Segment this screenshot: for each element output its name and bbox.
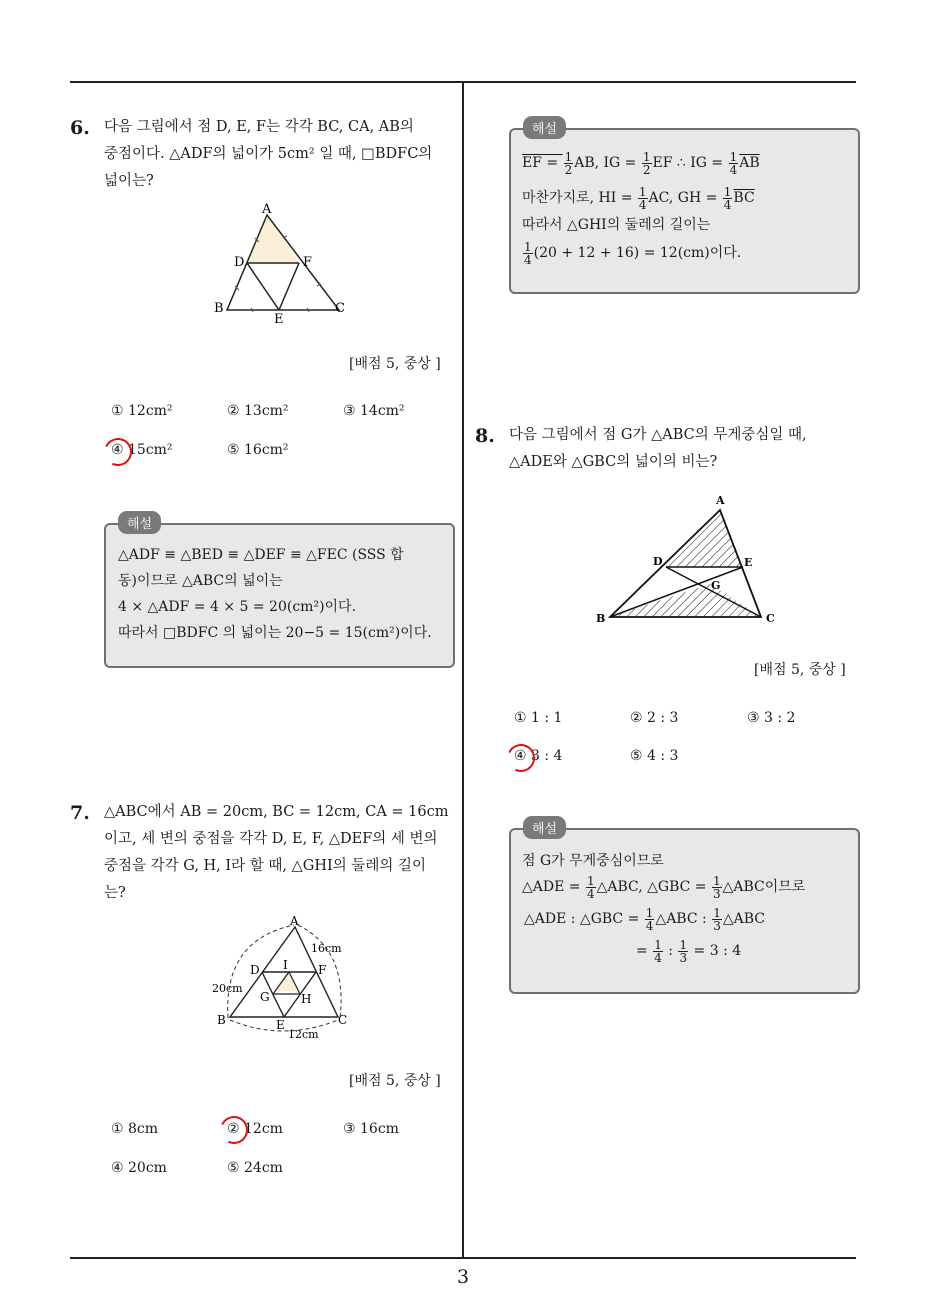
- q6-option-3[interactable]: ③ 14cm²: [343, 403, 405, 419]
- q7-ex1-frac3: $\frac{1}{4}$: [729, 149, 738, 177]
- question-6-line-3: 넓이는?: [104, 173, 154, 189]
- question-8-text: [509, 422, 861, 476]
- q7-ex1-d: $\overline{AB}$: [739, 155, 760, 171]
- q8-ex3-a: △ADE : △GBC =: [524, 911, 644, 927]
- q7-label-d: D: [250, 963, 260, 977]
- q7-ex2-frac1: $\frac{1}{4}$: [638, 184, 647, 212]
- q7-label-i: I: [283, 958, 288, 972]
- question-8-line-2: △ADE와 △GBC의 넓이의 비는?: [509, 454, 718, 470]
- q7-explanation-line-1: [522, 150, 760, 176]
- q8-option-3[interactable]: ③ 3 : 2: [747, 710, 796, 726]
- q8-option-5[interactable]: ⑤ 4 : 3: [630, 748, 679, 764]
- q8-label-a: A: [716, 494, 725, 507]
- q7-explanation-line-3: 따라서 △GHI의 둘레의 길이는: [522, 217, 711, 233]
- q8-ex4-c: = 3 : 4: [689, 943, 742, 959]
- q7-option-4[interactable]: ④ 20cm: [111, 1160, 167, 1176]
- q8-answer-mark: [503, 740, 539, 776]
- q8-explanation-line-3: [524, 906, 765, 932]
- q7-ex1-frac2: $\frac{1}{2}$: [642, 149, 651, 177]
- q7-option-3[interactable]: ③ 16cm: [343, 1121, 399, 1137]
- q6-option-2[interactable]: ② 13cm²: [227, 403, 289, 419]
- q6-label-b: B: [214, 301, 224, 316]
- q8-ex3-b: △ABC :: [655, 911, 712, 927]
- question-6-figure: [205, 200, 355, 325]
- page-number: 3: [456, 1266, 470, 1288]
- q7-ex2-a: 마찬가지로, HI =: [522, 190, 637, 206]
- q8-ex4-a: =: [636, 943, 653, 959]
- q7-label-ca: 16cm: [311, 942, 342, 955]
- q8-ex4-frac1: $\frac{1}{4}$: [654, 937, 662, 965]
- q6-explanation-tag: 해설: [118, 511, 161, 534]
- q7-ex1-a: EF =: [522, 155, 563, 171]
- q8-ex4-frac2: $\frac{1}{3}$: [679, 937, 688, 965]
- question-7-line-4: 는?: [104, 885, 126, 901]
- q6-explanation-line-4: 따라서 □BDFC 의 넓이는 20−5 = 15(cm²)이다.: [118, 625, 432, 641]
- q8-ex2-a: △ADE =: [522, 879, 585, 895]
- q8-explanation-tag: 해설: [523, 816, 566, 839]
- q7-ex1-b: AB, IG =: [574, 155, 641, 171]
- q6-label-c: C: [335, 301, 345, 316]
- q8-option-1[interactable]: ① 1 : 1: [514, 710, 563, 726]
- q7-label-h: H: [301, 992, 312, 1006]
- question-6-number: 6.: [70, 117, 90, 139]
- question-7-text: [104, 799, 456, 907]
- question-7-line-3: 중점을 각각 G, H, I라 할 때, △GHI의 둘레의 길이: [104, 858, 426, 874]
- q6-option-4[interactable]: ④ 15cm²: [111, 442, 173, 458]
- question-6-text: [104, 114, 456, 195]
- q8-label-c: C: [766, 612, 775, 625]
- q7-option-1[interactable]: ① 8cm: [111, 1121, 159, 1137]
- q7-ex2-frac2: $\frac{1}{4}$: [723, 184, 732, 212]
- q8-option-4[interactable]: ④ 3 : 4: [514, 748, 563, 764]
- q7-label-c: C: [338, 1013, 348, 1027]
- q7-ex2-b: AC, GH =: [648, 190, 722, 206]
- question-7-line-1: △ABC에서 AB = 20cm, BC = 12cm, CA = 16cm: [104, 804, 449, 820]
- column-divider: [462, 82, 464, 1259]
- q8-ex4-b: :: [663, 943, 678, 959]
- q6-label-e: E: [274, 312, 284, 325]
- question-7-figure: [208, 910, 358, 1045]
- q8-ex2-frac2: $\frac{1}{3}$: [712, 873, 721, 901]
- q8-ex3-frac1: $\frac{1}{4}$: [645, 905, 654, 933]
- q7-label-g: G: [260, 990, 270, 1004]
- q6-option-5[interactable]: ⑤ 16cm²: [227, 442, 289, 458]
- question-8-figure: [590, 492, 780, 627]
- q7-ex1-c: EF ∴ IG =: [652, 155, 728, 171]
- q7-ex4-frac: $\frac{1}{4}$: [524, 239, 532, 267]
- q7-answer-mark: [216, 1112, 252, 1148]
- question-7-line-2: 이고, 세 변의 중점을 각각 D, E, F, △DEF의 세 변의: [104, 831, 438, 847]
- question-7-score: [배점 5, 중상 ]: [349, 1073, 441, 1089]
- q6-explanation-line-3: 4 × △ADF = 4 × 5 = 20(cm²)이다.: [118, 599, 357, 615]
- question-8-score: [배점 5, 중상 ]: [754, 662, 846, 678]
- q7-label-f: F: [318, 963, 327, 977]
- question-6-line-1: 다음 그림에서 점 D, E, F는 각각 BC, CA, AB의: [104, 119, 414, 135]
- question-7-number: 7.: [70, 802, 90, 824]
- q8-label-g: G: [711, 579, 721, 592]
- q8-ex2-b: △ABC, △GBC =: [596, 879, 711, 895]
- q6-label-d: D: [234, 255, 245, 270]
- q6-explanation-line-2: 동)이므로 △ABC의 넓이는: [118, 573, 283, 589]
- q8-ex3-c: △ABC: [722, 911, 765, 927]
- q8-label-b: B: [596, 612, 606, 625]
- q7-ex4-b: (20 + 12 + 16) = 12(cm)이다.: [533, 245, 742, 261]
- question-6-line-2: 중점이다. △ADF의 넓이가 5cm² 일 때, □BDFC의: [104, 146, 433, 162]
- q7-option-2[interactable]: ② 12cm: [227, 1121, 283, 1137]
- q7-label-a: A: [290, 914, 299, 928]
- q8-explanation-line-1: 점 G가 무게중심이므로: [522, 853, 664, 869]
- q6-label-a: A: [262, 202, 272, 217]
- q7-ex1-frac1: $\frac{1}{2}$: [564, 149, 573, 177]
- q8-label-e: E: [744, 556, 753, 569]
- q6-option-1[interactable]: ① 12cm²: [111, 403, 173, 419]
- q7-option-5[interactable]: ⑤ 24cm: [227, 1160, 283, 1176]
- q7-label-e: E: [276, 1018, 285, 1032]
- q8-label-d: D: [653, 555, 663, 568]
- question-6-score: [배점 5, 중상 ]: [349, 356, 441, 372]
- q8-explanation-line-4: [636, 938, 741, 964]
- q7-label-b: B: [217, 1013, 226, 1027]
- q6-explanation-line-1: △ADF ≡ △BED ≡ △DEF ≡ △FEC (SSS 합: [118, 547, 404, 563]
- q8-ex2-c: △ABC이므로: [722, 879, 806, 895]
- question-8-number: 8.: [475, 425, 495, 447]
- q8-ex2-frac1: $\frac{1}{4}$: [586, 873, 595, 901]
- question-8-line-1: 다음 그림에서 점 G가 △ABC의 무게중심일 때,: [509, 427, 807, 443]
- q6-answer-mark: [100, 434, 136, 470]
- q7-ex2-c: $\overline{BC}$: [733, 190, 755, 206]
- q7-explanation-tag: 해설: [523, 116, 566, 139]
- q7-label-bc: 12cm: [288, 1028, 319, 1041]
- q7-explanation-line-2: [522, 185, 755, 211]
- q8-ex3-frac2: $\frac{1}{3}$: [713, 905, 721, 933]
- q7-label-ab: 20cm: [212, 982, 243, 995]
- q8-option-2[interactable]: ② 2 : 3: [630, 710, 679, 726]
- q6-label-f: F: [303, 255, 313, 270]
- q8-explanation-line-2: [522, 874, 805, 900]
- q7-explanation-line-4: [522, 240, 741, 266]
